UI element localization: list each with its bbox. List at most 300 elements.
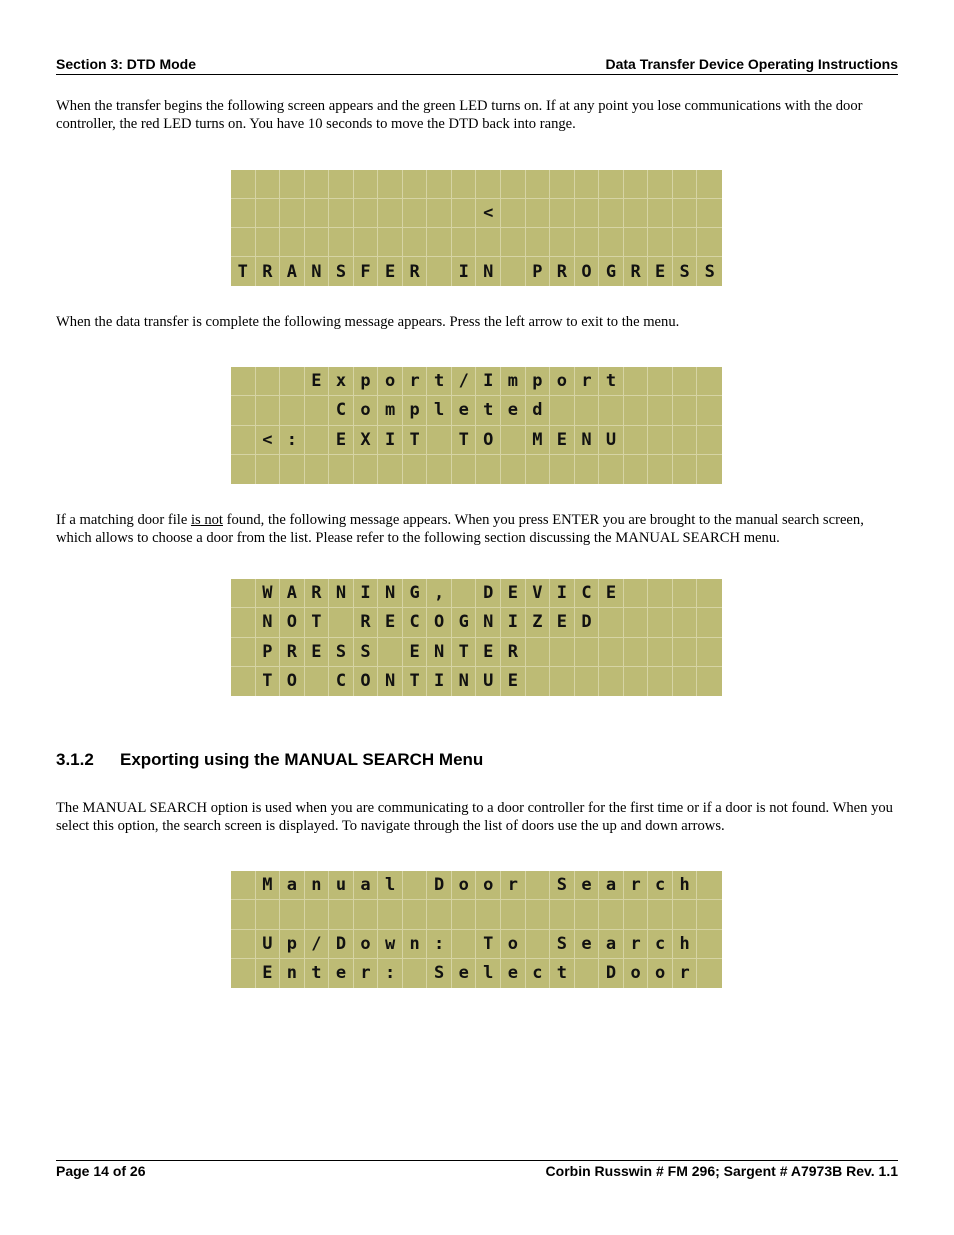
lcd-cell: t <box>550 959 575 988</box>
lcd-cell <box>378 638 403 667</box>
lcd-cell: I <box>501 608 526 637</box>
lcd-cell <box>403 871 428 900</box>
lcd-cell <box>648 199 673 228</box>
lcd-cell <box>697 579 722 608</box>
section-heading <box>56 750 483 770</box>
lcd-cell <box>280 367 305 396</box>
lcd-cell: T <box>452 638 477 667</box>
lcd-cell: t <box>476 396 501 425</box>
lcd-cell <box>648 228 673 257</box>
lcd-cell <box>231 426 256 455</box>
lcd-cell: N <box>476 257 501 286</box>
lcd-cell: S <box>704 261 715 282</box>
lcd-cell <box>648 396 673 425</box>
lcd-cell <box>231 871 256 900</box>
lcd-cell: I <box>378 426 403 455</box>
lcd-cell: I <box>427 667 452 696</box>
lcd-cell: E <box>305 367 330 396</box>
lcd-screen-warning-device <box>231 579 722 696</box>
lcd-cell: G <box>452 608 477 637</box>
lcd-cell: N <box>305 257 330 286</box>
lcd-cell <box>280 396 305 425</box>
lcd-cell: E <box>378 608 403 637</box>
lcd-cell: o <box>354 396 379 425</box>
lcd-cell: S <box>329 257 354 286</box>
lcd-cell <box>403 170 428 199</box>
lcd-cell: w <box>378 930 403 959</box>
lcd-cell <box>550 228 575 257</box>
lcd-cell: e <box>329 959 354 988</box>
lcd-cell: t <box>305 959 330 988</box>
section-title: Exporting using the MANUAL SEARCH Menu <box>120 750 484 769</box>
page-footer <box>56 1160 898 1181</box>
lcd-cell <box>231 959 256 988</box>
lcd-cell: o <box>648 959 673 988</box>
lcd-cell: E <box>550 426 575 455</box>
lcd-cell <box>378 170 403 199</box>
lcd-cell: / <box>452 367 477 396</box>
lcd-cell <box>599 667 624 696</box>
lcd-cell: < <box>256 426 281 455</box>
lcd-cell: e <box>501 396 526 425</box>
paragraph-door-not-found: If a matching door file is not found, the following message appears. When you press ENTER you are brought to the manual search screen, which allows to choose a door from the list. Please refer to the following section discussing the MANUAL SEARCH menu. <box>56 512 864 546</box>
lcd-cell: C <box>575 579 600 608</box>
lcd-cell: A <box>280 579 305 608</box>
lcd-cell: O <box>280 667 305 696</box>
lcd-cell: N <box>378 667 403 696</box>
lcd-cell <box>697 228 722 257</box>
lcd-cell: N <box>452 667 477 696</box>
lcd-cell <box>452 930 477 959</box>
lcd-cell <box>599 228 624 257</box>
paragraph-transfer-begins: When the transfer begins the following screen appears and the green LED turns on. If at any point you lose communications with the door controller, the red LED turns on. You have 10 seconds to move the DTD back into range. <box>56 98 863 132</box>
lcd-cell <box>575 199 600 228</box>
lcd-cell: D <box>575 608 600 637</box>
lcd-cell <box>231 608 256 637</box>
lcd-cell <box>231 199 256 228</box>
lcd-cell <box>427 426 452 455</box>
lcd-cell <box>697 638 722 667</box>
lcd-cell: M <box>526 426 551 455</box>
lcd-cell <box>305 667 330 696</box>
lcd-cell: U <box>476 667 501 696</box>
lcd-cell <box>599 638 624 667</box>
lcd-cell <box>697 170 722 199</box>
lcd-cell <box>624 426 649 455</box>
lcd-cell <box>673 396 698 425</box>
lcd-cell <box>599 199 624 228</box>
lcd-cell <box>231 900 256 929</box>
lcd-cell <box>231 638 256 667</box>
lcd-cell <box>403 199 428 228</box>
lcd-cell: r <box>501 871 526 900</box>
lcd-cell: U <box>599 426 624 455</box>
lcd-cell: O <box>354 667 379 696</box>
lcd-cell <box>673 608 698 637</box>
lcd-cell <box>697 667 722 696</box>
lcd-cell <box>427 900 452 929</box>
lcd-cell <box>624 579 649 608</box>
lcd-cell <box>648 667 673 696</box>
lcd-cell: R <box>501 638 526 667</box>
lcd-cell <box>329 900 354 929</box>
lcd-cell <box>378 900 403 929</box>
lcd-cell: I <box>550 579 575 608</box>
lcd-cell <box>648 900 673 929</box>
lcd-cell <box>624 608 649 637</box>
lcd-cell <box>526 930 551 959</box>
lcd-cell <box>526 199 551 228</box>
lcd-cell: Z <box>526 608 551 637</box>
lcd-cell: S <box>673 257 698 286</box>
lcd-cell <box>526 667 551 696</box>
lcd-cell: R <box>550 257 575 286</box>
lcd-cell: a <box>599 930 624 959</box>
lcd-cell: n <box>403 930 428 959</box>
lcd-screen-export-import-completed <box>231 367 722 484</box>
lcd-cell <box>501 257 526 286</box>
lcd-cell <box>231 367 256 396</box>
lcd-cell: R <box>624 257 649 286</box>
lcd-cell: p <box>354 367 379 396</box>
lcd-cell <box>354 228 379 257</box>
lcd-cell <box>697 871 722 900</box>
lcd-screen-manual-door-search <box>231 871 722 988</box>
lcd-cell <box>526 228 551 257</box>
lcd-cell: T <box>476 930 501 959</box>
lcd-cell <box>697 930 722 959</box>
lcd-cell: c <box>648 930 673 959</box>
lcd-cell: c <box>648 871 673 900</box>
lcd-cell <box>305 900 330 929</box>
lcd-cell: m <box>378 396 403 425</box>
lcd-cell: E <box>403 638 428 667</box>
lcd-cell: N <box>378 579 403 608</box>
lcd-cell: G <box>403 579 428 608</box>
lcd-cell: : <box>280 426 305 455</box>
lcd-cell: T <box>403 667 428 696</box>
lcd-cell <box>427 455 452 484</box>
lcd-cell: D <box>427 871 452 900</box>
lcd-cell <box>624 900 649 929</box>
lcd-cell <box>305 228 330 257</box>
lcd-cell <box>697 426 722 455</box>
lcd-cell: C <box>403 608 428 637</box>
lcd-cell <box>256 199 281 228</box>
lcd-cell <box>673 579 698 608</box>
lcd-cell: T <box>231 257 256 286</box>
lcd-cell: N <box>575 426 600 455</box>
lcd-cell <box>624 199 649 228</box>
lcd-cell: o <box>354 930 379 959</box>
lcd-cell <box>697 455 722 484</box>
lcd-cell <box>280 455 305 484</box>
lcd-cell: h <box>673 930 698 959</box>
lcd-cell: C <box>329 396 354 425</box>
lcd-cell <box>575 959 600 988</box>
header-doc-title: Data Transfer Device Operating Instructions <box>605 56 898 72</box>
lcd-cell: S <box>427 959 452 988</box>
lcd-cell <box>501 228 526 257</box>
lcd-cell: E <box>329 426 354 455</box>
lcd-cell: o <box>476 871 501 900</box>
lcd-cell <box>354 170 379 199</box>
lcd-cell <box>452 199 477 228</box>
lcd-cell <box>329 608 354 637</box>
lcd-cell <box>624 396 649 425</box>
lcd-cell <box>280 228 305 257</box>
lcd-cell <box>427 199 452 228</box>
lcd-cell <box>599 396 624 425</box>
underlined-is-not: is not <box>190 512 223 528</box>
lcd-cell: e <box>452 396 477 425</box>
lcd-cell <box>476 170 501 199</box>
lcd-cell <box>354 199 379 228</box>
lcd-cell <box>575 228 600 257</box>
lcd-cell: e <box>575 871 600 900</box>
lcd-cell <box>427 257 452 286</box>
lcd-cell <box>624 367 649 396</box>
paragraph-transfer-complete: When the data transfer is complete the following message appears. Press the left arrow to exit to the menu. <box>56 314 680 330</box>
lcd-cell <box>452 455 477 484</box>
lcd-cell: D <box>476 579 501 608</box>
lcd-cell <box>427 228 452 257</box>
lcd-cell: u <box>329 871 354 900</box>
lcd-cell: M <box>256 871 281 900</box>
lcd-cell <box>476 900 501 929</box>
lcd-cell: N <box>329 579 354 608</box>
lcd-cell: S <box>550 930 575 959</box>
lcd-cell <box>256 228 281 257</box>
lcd-cell <box>403 959 428 988</box>
lcd-cell: S <box>329 638 354 667</box>
lcd-cell: r <box>624 871 649 900</box>
lcd-cell: T <box>452 426 477 455</box>
lcd-cell <box>501 900 526 929</box>
lcd-cell: N <box>427 638 452 667</box>
lcd-cell <box>575 396 600 425</box>
lcd-cell <box>452 900 477 929</box>
footer-page-number: Page 14 of 26 <box>56 1163 146 1179</box>
lcd-cell: n <box>305 871 330 900</box>
header-section: Section 3: DTD Mode <box>56 56 197 72</box>
lcd-cell <box>624 170 649 199</box>
lcd-cell <box>256 170 281 199</box>
lcd-cell <box>329 199 354 228</box>
lcd-cell <box>526 871 551 900</box>
lcd-cell: P <box>256 638 281 667</box>
lcd-cell <box>354 455 379 484</box>
lcd-cell: r <box>354 959 379 988</box>
lcd-cell: / <box>305 930 330 959</box>
lcd-cell <box>231 228 256 257</box>
lcd-cell: S <box>550 871 575 900</box>
lcd-cell <box>648 170 673 199</box>
lcd-cell <box>256 367 281 396</box>
lcd-cell: r <box>575 367 600 396</box>
lcd-cell <box>501 426 526 455</box>
lcd-cell <box>673 900 698 929</box>
lcd-cell <box>476 455 501 484</box>
lcd-cell: I <box>354 579 379 608</box>
lcd-cell: E <box>501 579 526 608</box>
lcd-cell <box>280 170 305 199</box>
lcd-cell: o <box>501 930 526 959</box>
lcd-cell: R <box>256 257 281 286</box>
lcd-cell <box>599 455 624 484</box>
lcd-cell: o <box>624 959 649 988</box>
lcd-cell: R <box>305 579 330 608</box>
lcd-cell <box>697 367 722 396</box>
lcd-cell <box>550 900 575 929</box>
lcd-cell: D <box>329 930 354 959</box>
lcd-cell <box>501 170 526 199</box>
lcd-cell: N <box>476 608 501 637</box>
lcd-cell <box>673 228 698 257</box>
lcd-cell: t <box>599 367 624 396</box>
lcd-cell <box>526 638 551 667</box>
lcd-cell: E <box>550 608 575 637</box>
lcd-cell: e <box>575 930 600 959</box>
lcd-cell <box>403 228 428 257</box>
lcd-cell: O <box>575 257 600 286</box>
lcd-cell <box>256 396 281 425</box>
lcd-cell: D <box>599 959 624 988</box>
lcd-cell <box>526 170 551 199</box>
lcd-cell <box>648 579 673 608</box>
lcd-cell <box>305 426 330 455</box>
section-number: 3.1.2 <box>56 750 94 769</box>
lcd-cell <box>452 170 477 199</box>
lcd-cell <box>526 455 551 484</box>
lcd-cell: : <box>427 930 452 959</box>
lcd-cell <box>550 667 575 696</box>
lcd-cell <box>526 900 551 929</box>
lcd-cell: e <box>452 959 477 988</box>
lcd-cell <box>550 199 575 228</box>
lcd-cell <box>403 455 428 484</box>
lcd-cell: G <box>599 257 624 286</box>
lcd-cell: X <box>354 426 379 455</box>
lcd-cell: o <box>378 367 403 396</box>
lcd-cell <box>673 199 698 228</box>
lcd-cell: o <box>550 367 575 396</box>
lcd-cell <box>378 199 403 228</box>
lcd-cell: T <box>403 426 428 455</box>
lcd-cell <box>231 455 256 484</box>
lcd-cell <box>673 667 698 696</box>
lcd-cell <box>697 608 722 637</box>
lcd-cell <box>599 900 624 929</box>
lcd-cell: I <box>476 367 501 396</box>
lcd-cell <box>305 455 330 484</box>
lcd-cell: E <box>599 579 624 608</box>
lcd-cell <box>550 455 575 484</box>
lcd-cell <box>648 426 673 455</box>
lcd-cell: E <box>305 638 330 667</box>
lcd-cell <box>329 228 354 257</box>
lcd-cell <box>648 608 673 637</box>
lcd-cell <box>599 608 624 637</box>
lcd-cell <box>697 199 722 228</box>
lcd-cell <box>624 455 649 484</box>
lcd-cell: r <box>624 930 649 959</box>
lcd-cell: R <box>403 257 428 286</box>
lcd-cell <box>329 170 354 199</box>
lcd-cell: E <box>648 257 673 286</box>
lcd-cell: x <box>329 367 354 396</box>
lcd-cell <box>427 170 452 199</box>
lcd-cell <box>697 900 722 929</box>
lcd-cell <box>354 900 379 929</box>
lcd-cell <box>550 638 575 667</box>
lcd-cell: R <box>280 638 305 667</box>
lcd-cell: I <box>452 257 477 286</box>
lcd-cell: O <box>427 608 452 637</box>
lcd-cell <box>501 455 526 484</box>
lcd-cell <box>575 170 600 199</box>
lcd-cell <box>305 396 330 425</box>
lcd-cell: h <box>673 871 698 900</box>
footer-doc-reference: Corbin Russwin # FM 296; Sargent # A7973B Rev. 1.1 <box>545 1163 898 1179</box>
paragraph-manual-search: The MANUAL SEARCH option is used when you are communicating to a door controller for the first time or if a door is not found. When you select this option, the search screen is displayed. To navigate through the list of doors use the up and down arrows. <box>56 800 893 834</box>
lcd-cell: , <box>427 579 452 608</box>
lcd-cell: l <box>378 871 403 900</box>
lcd-cell <box>256 900 281 929</box>
lcd-cell: e <box>501 959 526 988</box>
lcd-cell <box>648 455 673 484</box>
lcd-cell: d <box>526 396 551 425</box>
lcd-cell: A <box>280 257 305 286</box>
lcd-cell <box>697 959 722 988</box>
lcd-cell: P <box>526 257 551 286</box>
lcd-cell: < <box>476 199 501 228</box>
lcd-cell <box>256 455 281 484</box>
lcd-cell: a <box>599 871 624 900</box>
lcd-cell <box>673 170 698 199</box>
lcd-cell: t <box>427 367 452 396</box>
lcd-cell <box>624 228 649 257</box>
lcd-cell <box>673 367 698 396</box>
lcd-cell <box>403 900 428 929</box>
lcd-cell: R <box>354 608 379 637</box>
lcd-cell: o <box>452 871 477 900</box>
lcd-cell: O <box>476 426 501 455</box>
lcd-cell: r <box>403 367 428 396</box>
lcd-cell <box>231 396 256 425</box>
lcd-cell: p <box>403 396 428 425</box>
lcd-cell <box>280 199 305 228</box>
lcd-cell <box>476 228 501 257</box>
lcd-cell: c <box>526 959 551 988</box>
lcd-cell <box>305 199 330 228</box>
lcd-cell <box>575 638 600 667</box>
lcd-cell: : <box>378 959 403 988</box>
lcd-cell: U <box>256 930 281 959</box>
lcd-cell: m <box>501 367 526 396</box>
lcd-cell: N <box>256 608 281 637</box>
lcd-cell <box>624 638 649 667</box>
lcd-cell <box>697 396 722 425</box>
lcd-cell: E <box>501 667 526 696</box>
lcd-cell: a <box>354 871 379 900</box>
lcd-cell: E <box>476 638 501 667</box>
lcd-cell: T <box>305 608 330 637</box>
lcd-cell <box>673 426 698 455</box>
lcd-cell <box>575 455 600 484</box>
lcd-cell <box>231 667 256 696</box>
lcd-cell <box>305 170 330 199</box>
